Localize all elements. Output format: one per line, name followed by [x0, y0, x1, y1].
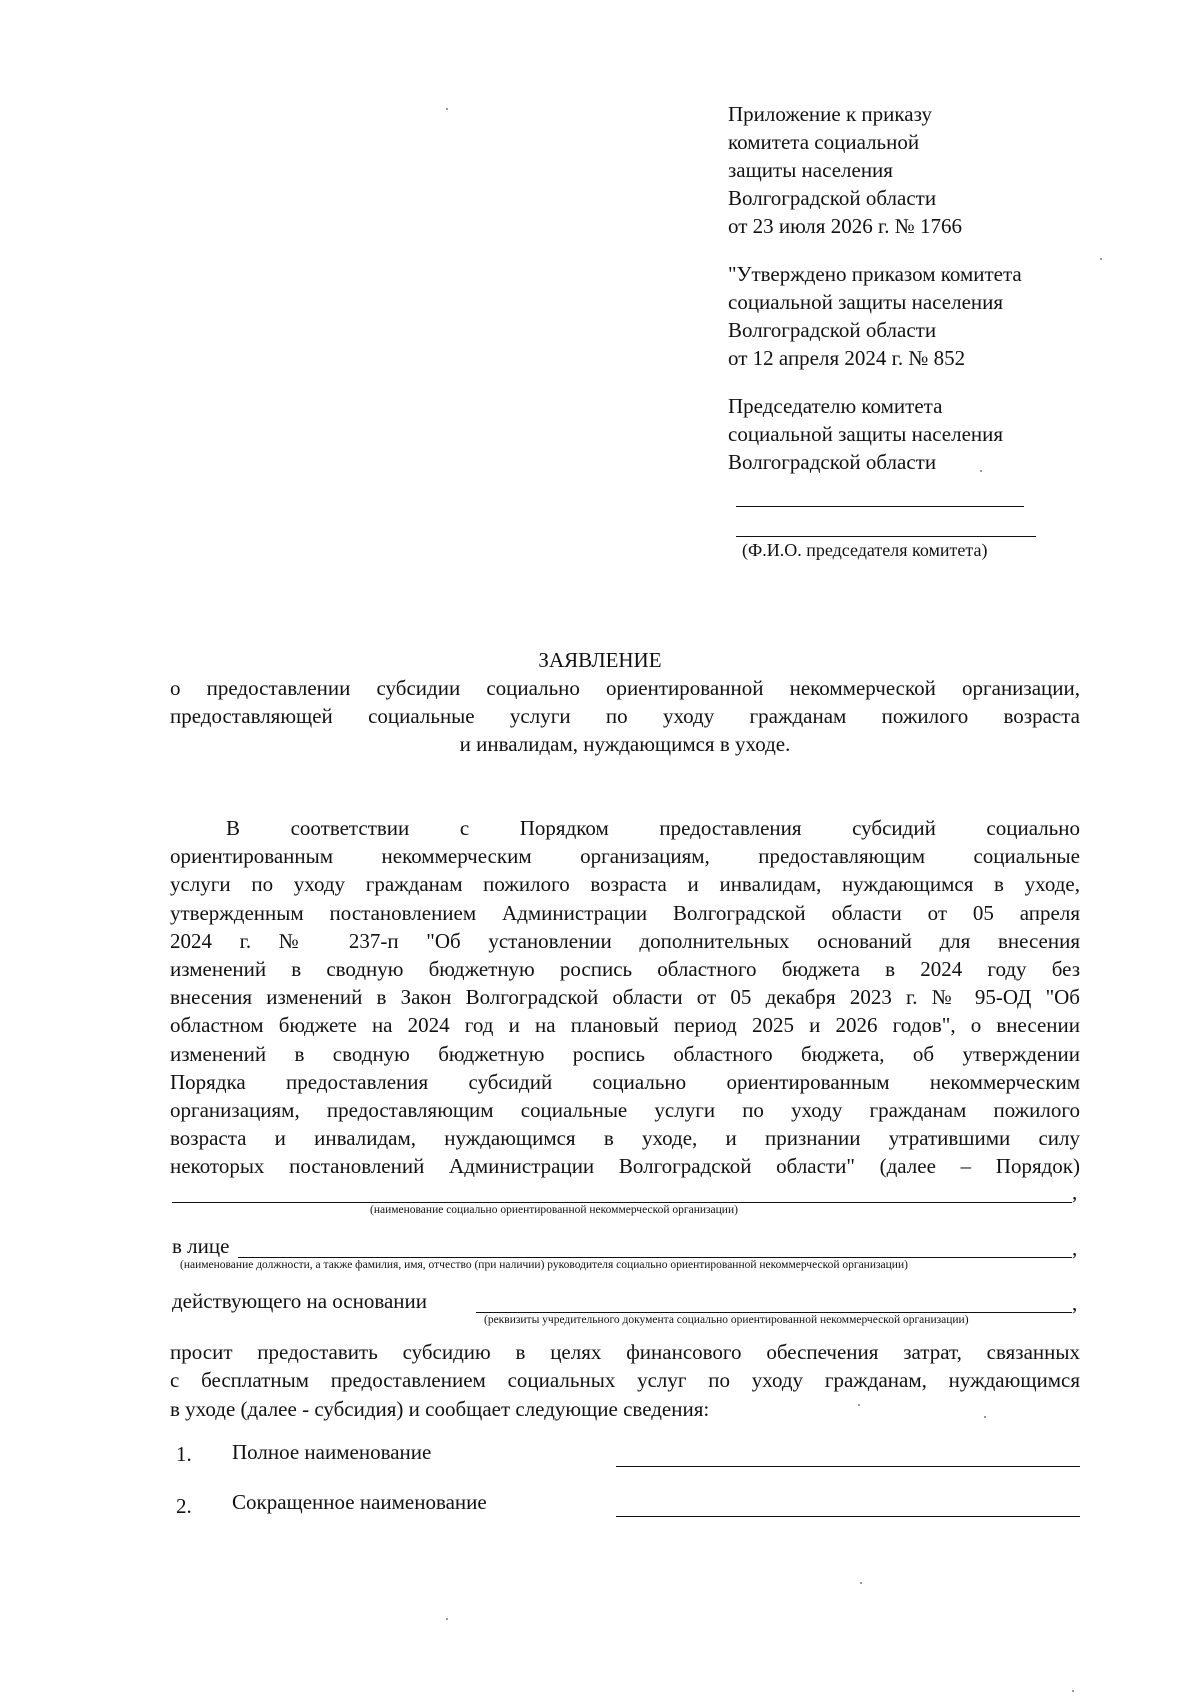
request-line: с бесплатным предоставлением социальных услуг по уходу гражданам, нуждающимся [170, 1368, 1080, 1393]
request-line: в уходе (далее - субсидия) и сообщает следующие сведения: [170, 1396, 710, 1421]
chairman-name-line-1 [736, 506, 1024, 507]
acting-comma: , [1072, 1291, 1078, 1315]
subtitle-line: и инвалидам, нуждающимся в уходе. [459, 732, 791, 756]
body-line: В соответствии с Порядком предоставления субсидий социально [226, 816, 1080, 840]
org-name-comma: , [1072, 1180, 1078, 1204]
body-line: изменений в сводную бюджетную роспись областного бюджета, об утверждении [170, 1041, 1080, 1066]
body-line: некоторых постановлений Администрации Волгоградской области" (далее – Порядок) [170, 1154, 1080, 1179]
addressee-line: социальной защиты населения [728, 422, 1004, 446]
body-line: организациям, предоставляющим социальные услуги по уходу гражданам пожилого [170, 1098, 1080, 1123]
body-line: Порядка предоставления субсидий социально ориентированным некоммерческим [170, 1069, 1080, 1094]
approved-line: от 12 апреля 2024 г. № 852 [728, 346, 966, 370]
appendix-line: Волгоградской области [728, 186, 937, 210]
appendix-line: Приложение к приказу [728, 102, 932, 126]
body-line: изменений в сводную бюджетную роспись областного бюджета в 2024 году без [170, 957, 1080, 982]
scan-speck [984, 1416, 986, 1418]
approved-line: Волгоградской области [728, 318, 937, 342]
appendix-line: комитета социальной [728, 130, 920, 154]
body-line: областном бюджете на 2024 год и на плановый период 2025 и 2026 годов", о внесении [170, 1013, 1080, 1038]
addressee-line: Председателю комитета [728, 394, 943, 418]
approved-line: социальной защиты населения [728, 290, 1004, 314]
header-block [728, 100, 1128, 496]
represented-label: в лице [172, 1234, 230, 1258]
approved-line: "Утверждено приказом комитета [728, 262, 1022, 286]
short-name-field[interactable] [616, 1516, 1080, 1517]
list-number-2: 2. [176, 1494, 192, 1518]
request-paragraph [170, 1338, 1080, 1423]
body-line: ориентированным некоммерческим организациям, предоставляющим социальные [170, 844, 1080, 869]
list-label-short-name: Сокращенное наименование [232, 1490, 487, 1514]
chairman-caption: (Ф.И.О. председателя комитета) [742, 540, 988, 560]
body-line: услуги по уходу гражданам пожилого возраста и инвалидам, нуждающимся в уходе, [170, 872, 1080, 897]
subtitle-line: предоставляющей социальные услуги по уходу гражданам пожилого возраста [170, 704, 1080, 728]
chairman-name-line-2 [736, 536, 1036, 537]
body-line: 2024 г. № 237-п "Об установлении дополнительных оснований для внесения [170, 928, 1080, 953]
scan-speck [1072, 1690, 1074, 1692]
appendix-line: защиты населения [728, 158, 893, 182]
body-line: возраста и инвалидам, нуждающимся в уходе, и признании утратившими силу [170, 1126, 1080, 1151]
approved-block [728, 260, 1128, 372]
represented-field[interactable] [238, 1257, 1072, 1258]
appendix-line: от 23 июля 2026 г. № 1766 [728, 214, 962, 238]
document-title: ЗАЯВЛЕНИЕ [538, 648, 662, 672]
addressee-block [728, 392, 1128, 476]
addressee-line: Волгоградской области [728, 450, 937, 474]
acting-label: действующего на основании [172, 1289, 428, 1313]
represented-comma: , [1072, 1236, 1078, 1260]
document-subtitle [170, 674, 1080, 758]
request-line: просит предоставить субсидию в целях финансового обеспечения затрат, связанных [170, 1340, 1080, 1364]
body-line: внесения изменений в Закон Волгоградской области от 05 декабря 2023 г. № 95-ОД "Об [170, 985, 1080, 1010]
scan-speck [446, 1618, 448, 1620]
list-number-1: 1. [176, 1442, 192, 1466]
org-name-field[interactable] [172, 1202, 1072, 1203]
acting-field[interactable] [476, 1312, 1072, 1313]
list-label-full-name: Полное наименование [232, 1440, 432, 1464]
body-paragraph [170, 814, 1080, 1181]
scan-speck [860, 1582, 862, 1584]
scan-speck [446, 108, 448, 110]
scan-speck [980, 470, 982, 472]
acting-caption: (реквизиты учредительного документа социально ориентированной некоммерческой организации) [484, 1314, 969, 1326]
appendix-block [728, 100, 1128, 240]
scan-speck [1100, 258, 1102, 260]
scan-speck [858, 1404, 860, 1406]
org-name-caption: (наименование социально ориентированной некоммерческой организации) [370, 1204, 738, 1216]
subtitle-line: о предоставлении субсидии социально ориентированной некоммерческой организации, [170, 676, 1080, 700]
represented-caption: (наименование должности, а также фамилия, имя, отчество (при наличии) руководителя социально ориентированной некоммерческой организации) [180, 1259, 908, 1271]
body-line: утвержденным постановлением Администрации Волгоградской области от 05 апреля [170, 900, 1080, 925]
full-name-field[interactable] [616, 1466, 1080, 1467]
